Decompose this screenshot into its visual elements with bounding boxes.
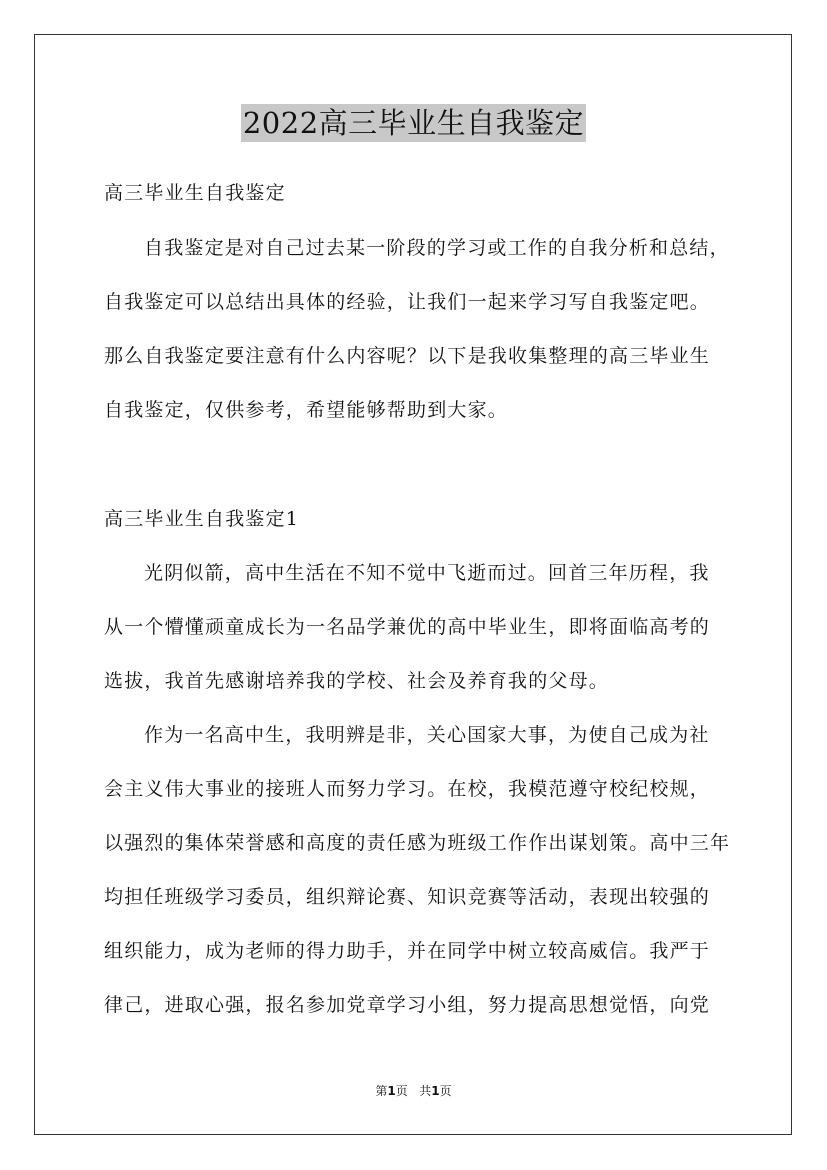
intro-line-4: 自我鉴定，仅供参考，希望能够帮助到大家。 xyxy=(104,399,509,421)
para2-line-5: 组织能力，成为老师的得力助手，并在同学中树立较高威信。我严于 xyxy=(104,940,711,962)
total-label-suffix: 页 xyxy=(439,1084,452,1098)
page-label-suffix: 页 xyxy=(395,1084,408,1098)
para1-line-3: 选拔，我首先感谢培养我的学校、社会及养育我的父母。 xyxy=(104,670,610,692)
document-heading: 高三毕业生自我鉴定 xyxy=(104,182,286,204)
intro-line-1: 自我鉴定是对自己过去某一阶段的学习或工作的自我分析和总结， xyxy=(144,237,730,259)
page-number: 1 xyxy=(387,1084,396,1098)
para2-line-2: 会主义伟大事业的接班人而努力学习。在校，我模范遵守校纪校规， xyxy=(104,778,711,800)
section-heading: 高三毕业生自我鉴定1 xyxy=(104,508,300,530)
page-footer xyxy=(0,1083,827,1099)
total-label-prefix: 共 xyxy=(419,1084,432,1098)
document-title xyxy=(0,104,827,142)
para2-line-4: 均担任班级学习委员，组织辩论赛、知识竞赛等活动，表现出较强的 xyxy=(104,886,711,908)
page-label-prefix: 第 xyxy=(375,1084,388,1098)
para2-line-6: 律己，进取心强，报名参加党章学习小组，努力提高思想觉悟，向党 xyxy=(104,994,711,1016)
para1-line-2: 从一个懵懂顽童成长为一名品学兼优的高中毕业生，即将面临高考的 xyxy=(104,616,711,638)
para2-line-1: 作为一名高中生，我明辨是非，关心国家大事，为使自己成为社 xyxy=(144,724,710,746)
para1-line-1: 光阴似箭，高中生活在不知不觉中飞逝而过。回首三年历程，我 xyxy=(144,562,710,584)
para2-line-3: 以强烈的集体荣誉感和高度的责任感为班级工作作出谋划策。高中三年 xyxy=(104,832,731,854)
intro-line-3: 那么自我鉴定要注意有什么内容呢？以下是我收集整理的高三毕业生 xyxy=(104,345,711,367)
intro-line-2: 自我鉴定可以总结出具体的经验，让我们一起来学习写自我鉴定吧。 xyxy=(104,291,711,313)
document-title-text: 2022高三毕业生自我鉴定 xyxy=(242,106,585,140)
total-pages: 1 xyxy=(431,1084,440,1098)
